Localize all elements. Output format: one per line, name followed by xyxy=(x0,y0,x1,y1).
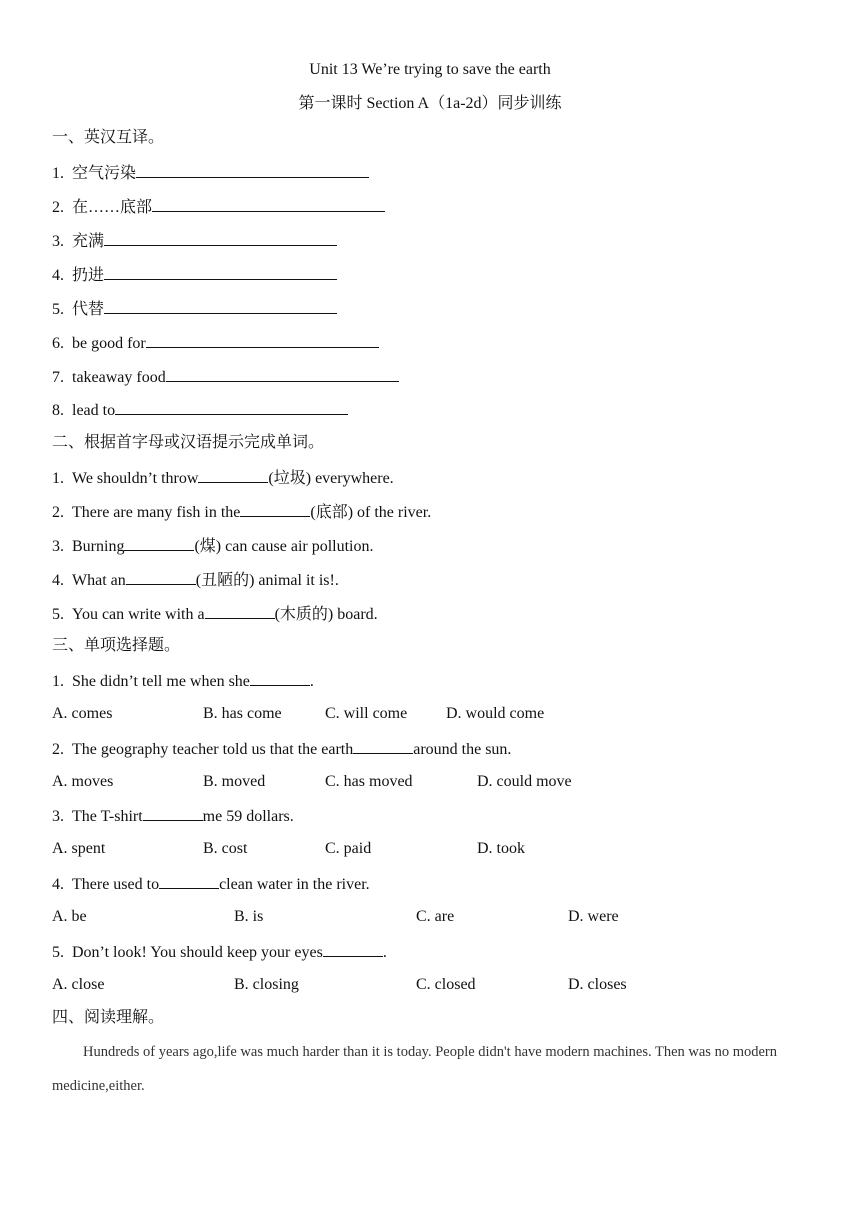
fill-word-item-4: 4. What an (丑陋的) animal it is!. xyxy=(52,569,339,591)
translation-item-8: 8. lead to xyxy=(52,399,348,421)
option-b[interactable]: B. cost xyxy=(203,840,248,857)
fill-word-item-2: 2. There are many fish in the (底部) of the river. xyxy=(52,501,431,523)
option-b[interactable]: B. closing xyxy=(234,976,299,993)
option-c[interactable]: C. has moved xyxy=(325,773,413,790)
translation-item-4: 4. 扔进 xyxy=(52,264,337,286)
answer-blank[interactable] xyxy=(146,332,379,348)
translation-item-7: 7. takeaway food xyxy=(52,366,399,388)
page-subtitle: 第一课时 Section A（1a-2d）同步训练 xyxy=(298,95,562,112)
mc-question-4: 4. There used to clean water in the river. xyxy=(52,873,370,895)
answer-blank[interactable] xyxy=(250,670,310,686)
answer-blank[interactable] xyxy=(104,230,337,246)
option-a[interactable]: A. spent xyxy=(52,840,106,857)
mc-question-2: 2. The geography teacher told us that the earth around the sun. xyxy=(52,738,511,760)
option-d[interactable]: D. could move xyxy=(477,773,572,790)
fill-word-item-5: 5. You can write with a (木质的) board. xyxy=(52,603,378,625)
option-c[interactable]: C. closed xyxy=(416,976,476,993)
answer-blank[interactable] xyxy=(198,467,268,483)
reading-passage: Hundreds of years ago,life was much harder than it is today. People didn't have modern machines. Then was no modern medicine,either. xyxy=(52,1044,777,1094)
answer-blank[interactable] xyxy=(205,603,275,619)
section-4-heading: 四、阅读理解。 xyxy=(52,1009,165,1026)
answer-blank[interactable] xyxy=(240,501,310,517)
section-1-heading: 一、英汉互译。 xyxy=(52,129,165,146)
answer-blank[interactable] xyxy=(152,196,385,212)
translation-item-1: 1. 空气污染 xyxy=(52,162,369,184)
mc-question-3: 3. The T-shirt me 59 dollars. xyxy=(52,805,294,827)
option-d[interactable]: D. were xyxy=(568,908,619,925)
translation-item-5: 5. 代替 xyxy=(52,298,337,320)
option-c[interactable]: C. are xyxy=(416,908,455,925)
option-c[interactable]: C. will come xyxy=(325,705,408,722)
option-c[interactable]: C. paid xyxy=(325,840,372,857)
answer-blank[interactable] xyxy=(126,569,196,585)
translation-item-2: 2. 在……底部 xyxy=(52,196,385,218)
page-title: Unit 13 We’re trying to save the earth xyxy=(309,61,551,78)
fill-word-item-1: 1. We shouldn’t throw (垃圾) everywhere. xyxy=(52,467,394,489)
answer-blank[interactable] xyxy=(353,738,413,754)
translation-item-6: 6. be good for xyxy=(52,332,379,354)
option-a[interactable]: A. comes xyxy=(52,705,113,722)
answer-blank[interactable] xyxy=(159,873,219,889)
mc-question-1: 1. She didn’t tell me when she . xyxy=(52,670,314,692)
answer-blank[interactable] xyxy=(104,264,337,280)
answer-blank[interactable] xyxy=(115,399,348,415)
option-a[interactable]: A. moves xyxy=(52,773,114,790)
answer-blank[interactable] xyxy=(323,941,383,957)
option-d[interactable]: D. took xyxy=(477,840,525,857)
option-a[interactable]: A. be xyxy=(52,908,87,925)
option-d[interactable]: D. closes xyxy=(568,976,627,993)
option-b[interactable]: B. has come xyxy=(203,705,282,722)
option-a[interactable]: A. close xyxy=(52,976,105,993)
answer-blank[interactable] xyxy=(136,162,369,178)
translation-item-3: 3. 充满 xyxy=(52,230,337,252)
fill-word-item-3: 3. Burning (煤) can cause air pollution. xyxy=(52,535,374,557)
option-b[interactable]: B. moved xyxy=(203,773,266,790)
answer-blank[interactable] xyxy=(166,366,399,382)
section-2-heading: 二、根据首字母或汉语提示完成单词。 xyxy=(52,434,325,451)
section-3-heading: 三、单项选择题。 xyxy=(52,637,181,654)
option-d[interactable]: D. would come xyxy=(446,705,545,722)
answer-blank[interactable] xyxy=(143,805,203,821)
answer-blank[interactable] xyxy=(104,298,337,314)
answer-blank[interactable] xyxy=(124,535,194,551)
option-b[interactable]: B. is xyxy=(234,908,264,925)
mc-question-5: 5. Don’t look! You should keep your eyes . xyxy=(52,941,387,963)
